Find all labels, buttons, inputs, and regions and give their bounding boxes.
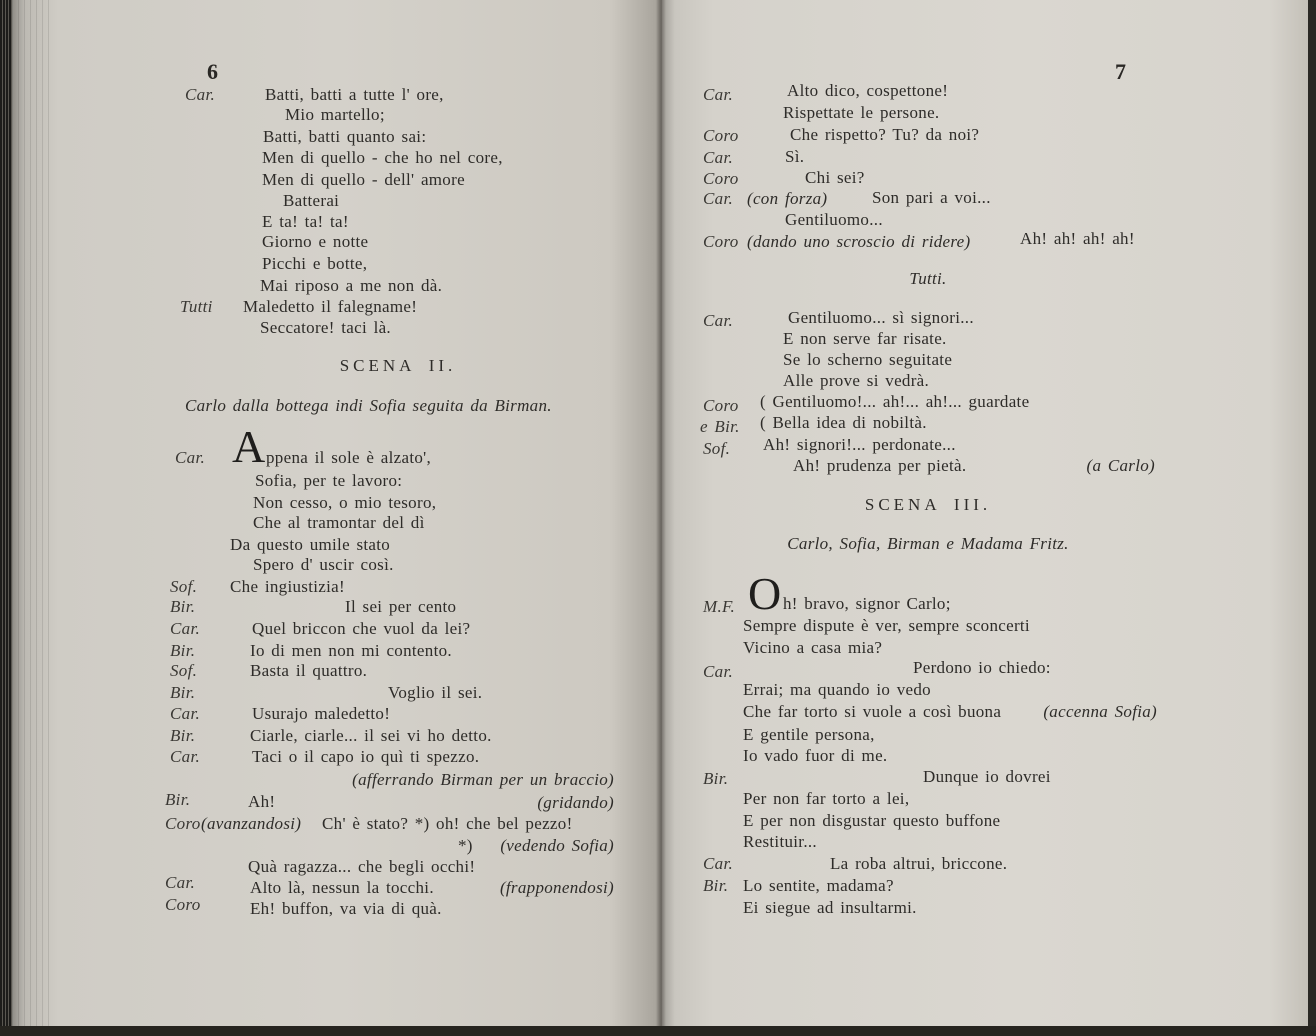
verse-line: Dunque io dovrei [923,767,1051,786]
verse-line: ppena il sole è alzato', [266,448,432,467]
stage-direction: (avanzandosi) [201,814,302,833]
speaker-label: Coro [703,396,739,415]
speaker-label: Coro [703,126,739,145]
verse-line: Ciarle, ciarle... il sei vi ho detto. [250,726,492,745]
verse-line: Se lo scherno seguitate [783,350,953,369]
stage-direction: (accenna Sofia) [1043,702,1157,721]
verse-line: Spero d' uscir così. [253,555,394,574]
verse-line: Seccatore! taci là. [260,318,391,337]
stage-direction: (frapponendosi) [499,878,614,897]
verse-line: Alle prove si vedrà. [783,371,930,390]
page-edges [12,0,52,1028]
verse-line: Quel briccon che vuol da lei? [252,619,471,638]
scene-characters: Carlo dalla bottega indi Sofia seguita da Birman. [185,396,552,415]
verse-line: Da questo umile stato [230,535,391,554]
verse-line: Sofia, per te lavoro: [255,471,403,490]
speaker-label: Tutti [180,297,213,316]
footnote-mark: *) [458,836,473,855]
verse-line: Errai; ma quando io vedo [743,680,931,699]
verse-line: Mai riposo a me non dà. [260,276,443,295]
page-number: 7 [1115,59,1127,84]
verse-line: Picchi e botte, [262,254,368,273]
verse-line: Io di men non mi contento. [250,641,452,660]
verse-line: La roba altrui, briccone. [830,854,1008,873]
verse-line: h! bravo, signor Carlo; [783,594,951,613]
speaker-label: Bir. [703,876,729,895]
verse-line: E ta! ta! ta! [262,212,349,231]
speaker-label: Car. [703,85,734,104]
ensemble-heading: Tutti. [909,269,947,288]
verse-line: Voglio il sei. [388,683,483,702]
speaker-label: Car. [703,311,734,330]
verse-line: E per non disgustar questo buffone [743,811,1001,830]
stage-direction: (afferrando Birman per un braccio) [352,770,614,789]
verse-line: Gentiluomo... [785,210,883,229]
book-right-edge [1308,0,1316,1036]
verse-line: Maledetto il falegname! [243,297,418,316]
scene-heading: SCENA III. [864,495,992,514]
verse-line: Sempre dispute è ver, sempre sconcerti [743,616,1030,635]
verse-line: Ah! ah! ah! ah! [1020,229,1135,248]
verse-line: Batti, batti a tutte l' ore, [265,85,444,104]
verse-line: Ah! prudenza per pietà. [793,456,967,475]
verse-line: Basta il quattro. [250,661,368,680]
verse-line: Il sei per cento [345,597,457,616]
verse-line: Ah! [248,792,276,811]
speaker-label: Car. [170,704,201,723]
verse-line: Che far torto si vuole a così buona [743,702,1002,721]
verse-line: Perdono io chiedo: [913,658,1051,677]
drop-cap: A [232,421,266,472]
verse-line: Ah! signori!... perdonate... [763,435,956,454]
stage-direction: (vedendo Sofia) [500,836,614,855]
verse-line: Che al tramontar del dì [253,513,425,532]
verse-line: E non serve far risate. [783,329,947,348]
verse-line: ( Bella idea di nobiltà. [760,413,927,432]
verse-line: Sì. [785,147,805,166]
stage-direction: (con forza) [747,189,828,208]
speaker-label: e Bir. [700,417,740,436]
speaker-label: Car. [703,148,734,167]
stage-direction: (gridando) [537,793,614,812]
speaker-label: Car. [170,747,201,766]
book-spine [656,0,666,1028]
verse-line: Che ingiustizia! [230,577,345,596]
verse-line: Lo sentite, madama? [743,876,894,895]
verse-line: Giorno e notte [262,232,369,251]
speaker-label: Car. [703,189,734,208]
verse-line: Alto là, nessun la tocchi. [250,878,434,897]
verse-line: Restituir... [743,832,817,851]
verse-line: Alto dico, cospettone! [787,81,949,100]
speaker-label: Bir. [170,726,196,745]
speaker-label: Bir. [170,597,196,616]
verse-line: Mio martello; [285,105,385,124]
speaker-label: Sof. [170,661,198,680]
speaker-label: Bir. [165,790,191,809]
verse-line: Taci o il capo io quì ti spezzo. [252,747,480,766]
verse-line: E gentile persona, [743,725,875,744]
verse-line: Eh! buffon, va via di quà. [250,899,442,918]
stage-direction: (dando uno scroscio di ridere) [747,232,971,251]
speaker-label: M.F. [703,597,736,616]
speaker-label: Coro [165,814,201,833]
speaker-label: Bir. [170,641,196,660]
speaker-label: Car. [175,448,206,467]
verse-line: Che rispetto? Tu? da noi? [790,125,980,144]
verse-line: Gentiluomo... sì signori... [788,308,974,327]
page-number: 6 [207,59,219,84]
verse-line: Son pari a voi... [872,188,991,207]
speaker-label: Coro [703,232,739,251]
verse-line: Per non far torto a lei, [743,789,910,808]
speaker-label: Sof. [703,439,731,458]
speaker-label: Car. [703,662,734,681]
verse-line: Quà ragazza... che begli occhi! [248,857,476,876]
scene-characters: Carlo, Sofia, Birman e Madama Fritz. [787,534,1069,553]
scene-heading: SCENA II. [339,356,457,375]
verse-line: Ei siegue ad insultarmi. [743,898,917,917]
speaker-label: Car. [703,854,734,873]
verse-line: Batterai [283,191,340,210]
speaker-label: Car. [170,619,201,638]
verse-line: Chi sei? [805,168,865,187]
speaker-label: Car. [185,85,216,104]
book-bottom-edge [0,1026,1316,1036]
verse-line: Usurajo maledetto! [252,704,391,723]
speaker-label: Bir. [703,769,729,788]
verse-line: Non cesso, o mio tesoro, [253,493,437,512]
stage-direction: (a Carlo) [1086,456,1155,475]
verse-line: Men di quello - dell' amore [262,170,465,189]
speaker-label: Coro [703,169,739,188]
speaker-label: Bir. [170,683,196,702]
verse-line: Ch' è stato? *) oh! che bel pezzo! [322,814,573,833]
speaker-label: Car. [165,873,196,892]
verse-line: Batti, batti quanto sai: [263,127,427,146]
verse-line: Rispettate le persone. [783,103,940,122]
speaker-label: Coro [165,895,201,914]
drop-cap: O [748,568,782,619]
verse-line: Io vado fuor di me. [743,746,888,765]
verse-line: Vicino a casa mia? [743,638,883,657]
verse-line: ( Gentiluomo!... ah!... ah!... guardate [760,392,1030,411]
speaker-label: Sof. [170,577,198,596]
verse-line: Men di quello - che ho nel core, [262,148,503,167]
